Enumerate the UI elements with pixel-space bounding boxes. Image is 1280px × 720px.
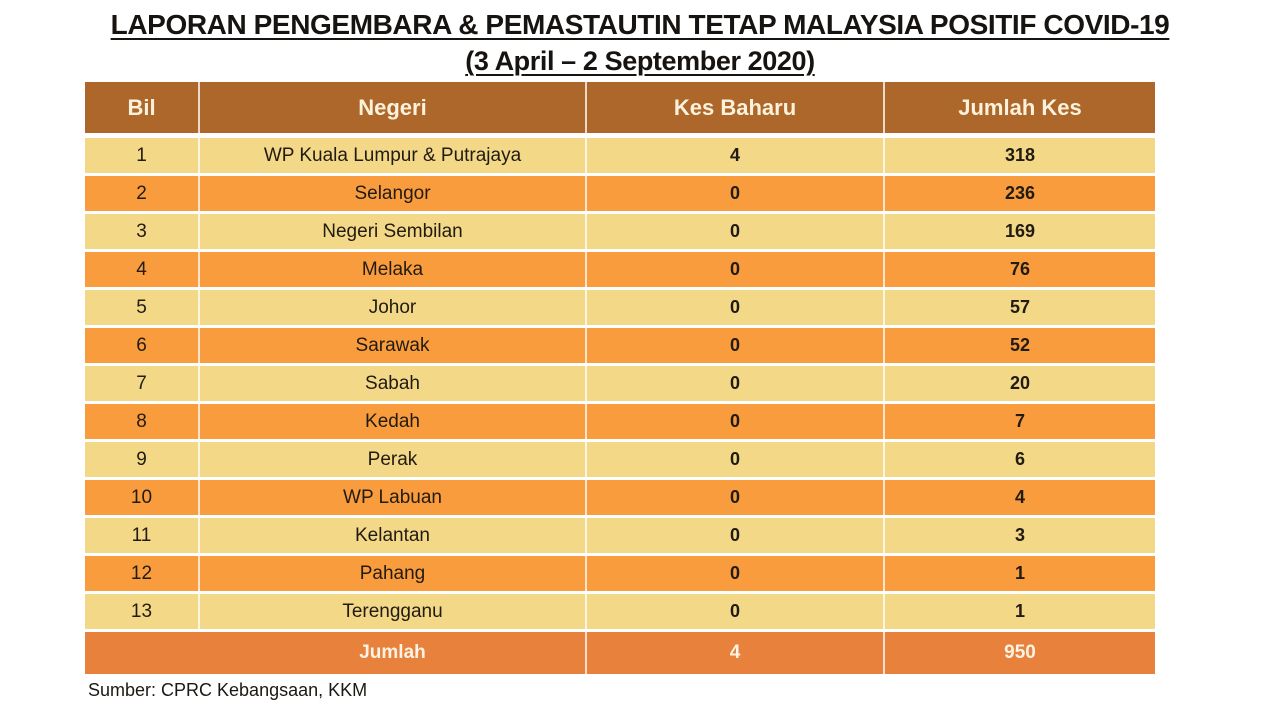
row-kes-baharu: 0 <box>587 328 885 363</box>
row-kes-baharu: 0 <box>587 252 885 287</box>
row-kes-baharu: 0 <box>587 366 885 401</box>
row-bil: 7 <box>85 366 200 401</box>
row-kes-baharu: 0 <box>587 594 885 629</box>
row-negeri: Johor <box>200 290 587 325</box>
row-negeri: Perak <box>200 442 587 477</box>
table-row <box>85 176 1155 211</box>
row-jumlah-kes: 4 <box>1014 487 1025 507</box>
page-title-line1: LAPORAN PENGEMBARA & PEMASTAUTIN TETAP MALAYSIA POSITIF COVID-19 <box>110 9 1170 40</box>
total-jumlah-kes: 950 <box>1004 642 1036 663</box>
row-bil: 9 <box>85 442 200 477</box>
row-bil: 8 <box>85 404 200 439</box>
header-cell-negeri: Negeri <box>200 82 587 133</box>
row-jumlah-kes: 236 <box>1004 183 1036 203</box>
row-bil: 10 <box>85 480 200 515</box>
header-cell-kes-baharu: Kes Baharu <box>587 82 885 133</box>
row-bil: 12 <box>85 556 200 591</box>
row-negeri: Sabah <box>200 366 587 401</box>
page-title-line2: (3 April – 2 September 2020) <box>465 46 815 76</box>
row-kes-baharu: 0 <box>587 290 885 325</box>
total-row <box>85 632 1155 674</box>
table-header-row <box>85 82 1155 133</box>
row-jumlah-kes: 20 <box>1009 373 1031 393</box>
row-kes-baharu: 0 <box>587 404 885 439</box>
header-cell-jumlah-kes: Jumlah Kes <box>958 94 1082 120</box>
covid-report-table <box>85 82 1155 674</box>
header-cell-bil: Bil <box>85 82 200 133</box>
row-negeri: Pahang <box>200 556 587 591</box>
table-row <box>85 214 1155 249</box>
table-row <box>85 138 1155 173</box>
total-kes-baharu: 4 <box>587 632 885 674</box>
row-kes-baharu: 0 <box>587 480 885 515</box>
row-bil: 11 <box>85 518 200 553</box>
table-row <box>85 442 1155 477</box>
row-jumlah-kes: 3 <box>1014 525 1025 545</box>
row-bil: 2 <box>85 176 200 211</box>
row-negeri: Kedah <box>200 404 587 439</box>
row-negeri: Kelantan <box>200 518 587 553</box>
total-bil-spacer <box>85 632 200 674</box>
row-bil: 4 <box>85 252 200 287</box>
table-row <box>85 480 1155 515</box>
row-bil: 13 <box>85 594 200 629</box>
row-kes-baharu: 4 <box>587 138 885 173</box>
table-body <box>85 138 1155 629</box>
row-bil: 3 <box>85 214 200 249</box>
row-negeri: WP Labuan <box>200 480 587 515</box>
row-negeri: Sarawak <box>200 328 587 363</box>
row-kes-baharu: 0 <box>587 518 885 553</box>
row-jumlah-kes: 6 <box>1014 449 1025 469</box>
source-note: Sumber: CPRC Kebangsaan, KKM <box>88 680 368 700</box>
row-kes-baharu: 0 <box>587 176 885 211</box>
table-row <box>85 252 1155 287</box>
row-jumlah-kes: 1 <box>1014 563 1025 583</box>
total-label: Jumlah <box>200 632 587 674</box>
row-negeri: Terengganu <box>200 594 587 629</box>
table-row <box>85 594 1155 629</box>
row-kes-baharu: 0 <box>587 556 885 591</box>
row-kes-baharu: 0 <box>587 442 885 477</box>
table-row <box>85 518 1155 553</box>
row-bil: 5 <box>85 290 200 325</box>
row-bil: 6 <box>85 328 200 363</box>
table-row <box>85 556 1155 591</box>
table-row <box>85 404 1155 439</box>
row-negeri: Selangor <box>200 176 587 211</box>
row-negeri: Negeri Sembilan <box>200 214 587 249</box>
row-jumlah-kes: 318 <box>1004 145 1036 165</box>
row-kes-baharu: 0 <box>587 214 885 249</box>
table-row <box>85 290 1155 325</box>
title-block <box>0 7 1280 79</box>
row-bil: 1 <box>85 138 200 173</box>
row-jumlah-kes: 52 <box>1009 335 1031 355</box>
row-jumlah-kes: 76 <box>1009 259 1031 279</box>
row-jumlah-kes: 7 <box>1014 411 1025 431</box>
table-row <box>85 366 1155 401</box>
row-negeri: Melaka <box>200 252 587 287</box>
row-negeri: WP Kuala Lumpur & Putrajaya <box>200 138 587 173</box>
row-jumlah-kes: 57 <box>1009 297 1031 317</box>
row-jumlah-kes: 1 <box>1014 601 1025 621</box>
row-jumlah-kes: 169 <box>1004 221 1036 241</box>
table-row <box>85 328 1155 363</box>
